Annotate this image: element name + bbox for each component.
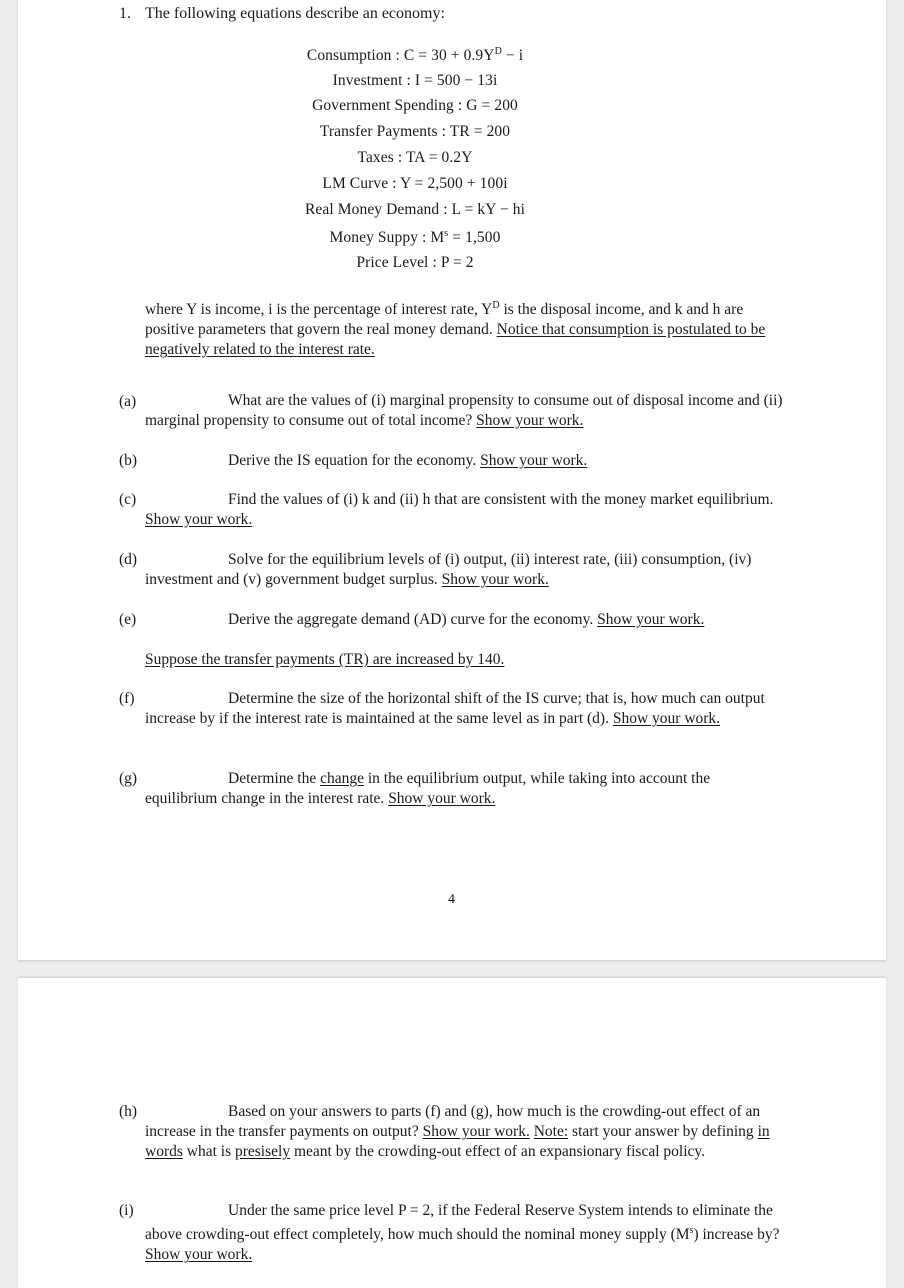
part-h-label: (h) bbox=[119, 1103, 138, 1120]
equation-money-supply: Money Suppy : $M^s = 1,500$ bbox=[329, 228, 501, 247]
part-a-text: What are the values of (i) marginal propensity to consume out of disposal income and (ii) marginal propensity to consume out of total income? Show your work. bbox=[145, 392, 783, 429]
equation-transfer-payments: Transfer Payments : TR = 200 bbox=[319, 123, 511, 140]
part-i-text: Under the same price level P = 2, if the Federal Reserve System intends to eliminate the above crowding-out effect completely, how much should the nominal money supply $(M^s)$ increase by? Show your work. bbox=[145, 1202, 780, 1264]
page-2 bbox=[18, 978, 886, 1288]
part-c-text: Find the values of (i) k and (ii) h that are consistent with the money market equilibrium. Show your work. bbox=[145, 491, 774, 528]
part-e-label: (e) bbox=[119, 611, 137, 628]
part-h-text: Based on your answers to parts (f) and (g), how much is the crowding-out effect of an increase in the transfer payments on output? Show your work. Note: start your answer by defining in words what is presisely meant by the crowding-out effect of an expansionary fiscal policy. bbox=[145, 1103, 770, 1160]
equation-price-level: Price Level : P = 2 bbox=[356, 254, 474, 271]
intro-paragraph: where Y is income, i is the percentage of interest rate, $Y^D$ is the disposal income, and k and h are positive parameters that govern the real money demand. Notice that consumption is postulated to be negatively related to the interest rate. bbox=[145, 300, 766, 359]
intro-note: Notice that consumption is postulated to be negatively related to the interest rate. bbox=[145, 321, 766, 359]
page-1 bbox=[18, 0, 886, 960]
part-g-text: Determine the change in the equilibrium output, while taking into account the equilibrium change in the interest rate. Show your work. bbox=[145, 770, 711, 807]
question-number: 1. bbox=[119, 5, 131, 22]
question-title: The following equations describe an economy: bbox=[145, 5, 445, 22]
part-e-text: Derive the aggregate demand (AD) curve for the economy. Show your work. bbox=[228, 611, 705, 628]
equation-lm-curve: LM Curve : Y = 2,500 + 100i bbox=[322, 175, 508, 192]
equation-government-spending: Government Spending : G = 200 bbox=[312, 97, 518, 114]
part-d-label: (d) bbox=[119, 551, 138, 568]
part-d-text: Solve for the equilibrium levels of (i) output, (ii) interest rate, (iii) consumption, (iv) investment and (v) government budget surplus. Show your work. bbox=[145, 551, 752, 588]
equation-money-demand: Real Money Demand : L = kY − hi bbox=[304, 201, 526, 218]
part-g-label: (g) bbox=[119, 770, 138, 787]
part-b-label: (b) bbox=[119, 452, 138, 469]
part-i-label: (i) bbox=[119, 1202, 134, 1219]
part-f-label: (f) bbox=[119, 690, 135, 707]
page-number: 4 bbox=[448, 892, 455, 907]
part-a-label: (a) bbox=[119, 393, 137, 410]
equation-consumption: Consumption : $C = 30 + 0.9Y^D - i$ bbox=[306, 46, 524, 65]
part-f-text: Determine the size of the horizontal shift of the IS curve; that is, how much can output increase by if the interest rate is maintained at the same level as in part (d). Show your work. bbox=[145, 690, 765, 727]
scenario-text: Suppose the transfer payments (TR) are increased by 140. bbox=[145, 651, 505, 668]
equation-taxes: Taxes : TA = 0.2Y bbox=[357, 149, 473, 166]
part-c-label: (c) bbox=[119, 491, 137, 508]
equation-investment: Investment : I = 500 − 13i bbox=[332, 72, 498, 89]
part-b-text: Derive the IS equation for the economy. Show your work. bbox=[228, 452, 588, 469]
